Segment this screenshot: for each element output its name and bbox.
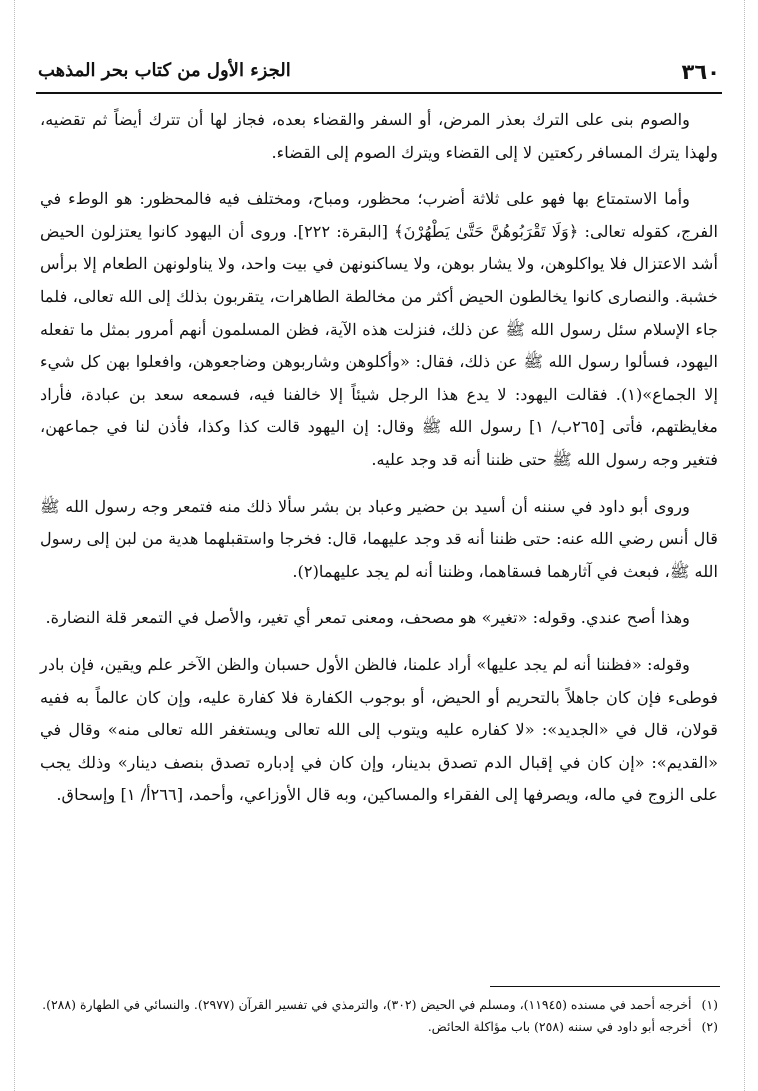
scan-edge-left: [14, 0, 15, 1091]
footnote-rule: [490, 986, 720, 987]
paragraph-4: وهذا أصح عندي. وقوله: «تغير» هو مصحف، ومعنى تمعر أي تغير، والأصل في التمعر قلة النضارة.: [45, 608, 690, 628]
page-number: ٣٦٠: [681, 60, 720, 84]
header-rule: [36, 92, 722, 94]
paragraph-3: [40, 491, 718, 589]
footnote-1-text: أخرجه أحمد في مسنده (١١٩٤٥)، ومسلم في الحيض (٣٠٢)، والترمذي في تفسير القرآن (٢٩٧٧). والنسائي في الطهارة (٢٨٨).: [42, 997, 692, 1012]
scan-edge-right: [744, 0, 745, 1091]
footnote-1-number: (١): [701, 997, 718, 1012]
footnote-2: [40, 1016, 718, 1038]
footnotes: [40, 994, 718, 1038]
paragraph-2: [40, 183, 718, 476]
paragraph-2-tail: (١). فقالت اليهود: لا يدع هذا الرجل شيئاً إلا خالفنا فيه، فسمعه سعد بن عبادة، فأراد مغايظتهم، فأتى [٢٦٥ب/ ١] رسول الله ﷺ وقال: إن اليهود قالت كذا وكذا، فأذن لنا في جماعهن، فتغير وجه رسول الله ﷺ حتى ظننا أنه قد وجد عليه.: [40, 384, 718, 469]
body-text: [40, 104, 718, 826]
paragraph-3-tail: (٢).: [292, 561, 319, 581]
running-title: الجزء الأول من كتاب بحر المذهب: [38, 60, 291, 81]
footnote-2-number: (٢): [701, 1019, 718, 1034]
paragraph-5: وقوله: «فظننا أنه لم يجد عليها» أراد علمنا، فالظن الأول حسبان والظن الآخر علم ويقين، فإن بادر فوطىء فإن كان جاهلاً بالتحريم أو الحيض، أو بوجوب الكفارة فلا كفارة عليه، وإن كان عالماً به ففيه قولان، قال في «الجديد»: «لا كفاره عليه ويتوب إلى الله تعالى ويستغفر الله تعالى منه» وقال في «القديم»: «إن كان في إقبال الدم تصدق بدينار، وإن كان في إدباره تصدق بنصف دينار» وذلك يجب على الزوج في ماله، ويصرفها إلى الفقراء والمساكين، وبه قال الأوزاعي، وأحمد، [٢٦٦أ/ ١] وإسحاق.: [40, 654, 718, 805]
paragraph-3-text: وروى أبو داود في سننه أن أسيد بن حضير وعباد بن بشر سألا ذلك منه فتمعر وجه رسول الله ﷺ قال أنس رضي الله عنه: حتى ظننا أنه قد وجد عليهما، قال: فخرجا واستقبلهما هدية من لبن إلى رسول الله ﷺ، فبعث في آثارهما فسقاهما، وظننا أنه لم يجد عليهما: [40, 496, 718, 581]
paragraph-2-text: وأما الاستمتاع بها فهو على ثلاثة أضرب؛ محظور، ومباح، ومختلف فيه فالمحظور: هو الوطء في الفرج، كقوله تعالى: ﴿وَلَا تَقْرَبُوهُنَّ حَتَّىٰ يَطْهُرْنَ﴾ [البقرة: ٢٢٢]. وروى أن اليهود كانوا يعتزلون الحيض أشد الاعتزال فلا يواكلوهن، ولا يشار بوهن، ولا يساكنونهن في بيت واحد، ولا يناولونهن الطعام إلا برأس خشبة. والنصارى كانوا يخالطون الحيض أكثر من مخالطة الطاهرات، يتقربون بذلك إلى الله تعالى، فلما جاء الإسلام سئل رسول الله ﷺ عن ذلك، فنزلت هذه الآية، فظن المسلمون أنهم أمرور بمثل ما تفعله اليهود، فسألوا رسول الله ﷺ عن ذلك، فقال: «وأكلوهن وشاربوهن وضاجعوهن، وافعلوا بهن كل شيء إلا الجماع»: [40, 189, 718, 404]
footnote-1: [40, 994, 718, 1016]
paragraph-1: والصوم بنى على الترك بعذر المرض، أو السفر والقضاء بعده، فجاز لها أن تترك أيضاً ثم تقضيه، ولهذا يترك المسافر ركعتين لا إلى القضاء ويترك الصوم إلى القضاء.: [40, 110, 718, 162]
page-header: [38, 58, 720, 88]
footnote-2-text: أخرجه أبو داود في سننه (٢٥٨) باب مؤاكلة الحائض.: [427, 1019, 692, 1034]
